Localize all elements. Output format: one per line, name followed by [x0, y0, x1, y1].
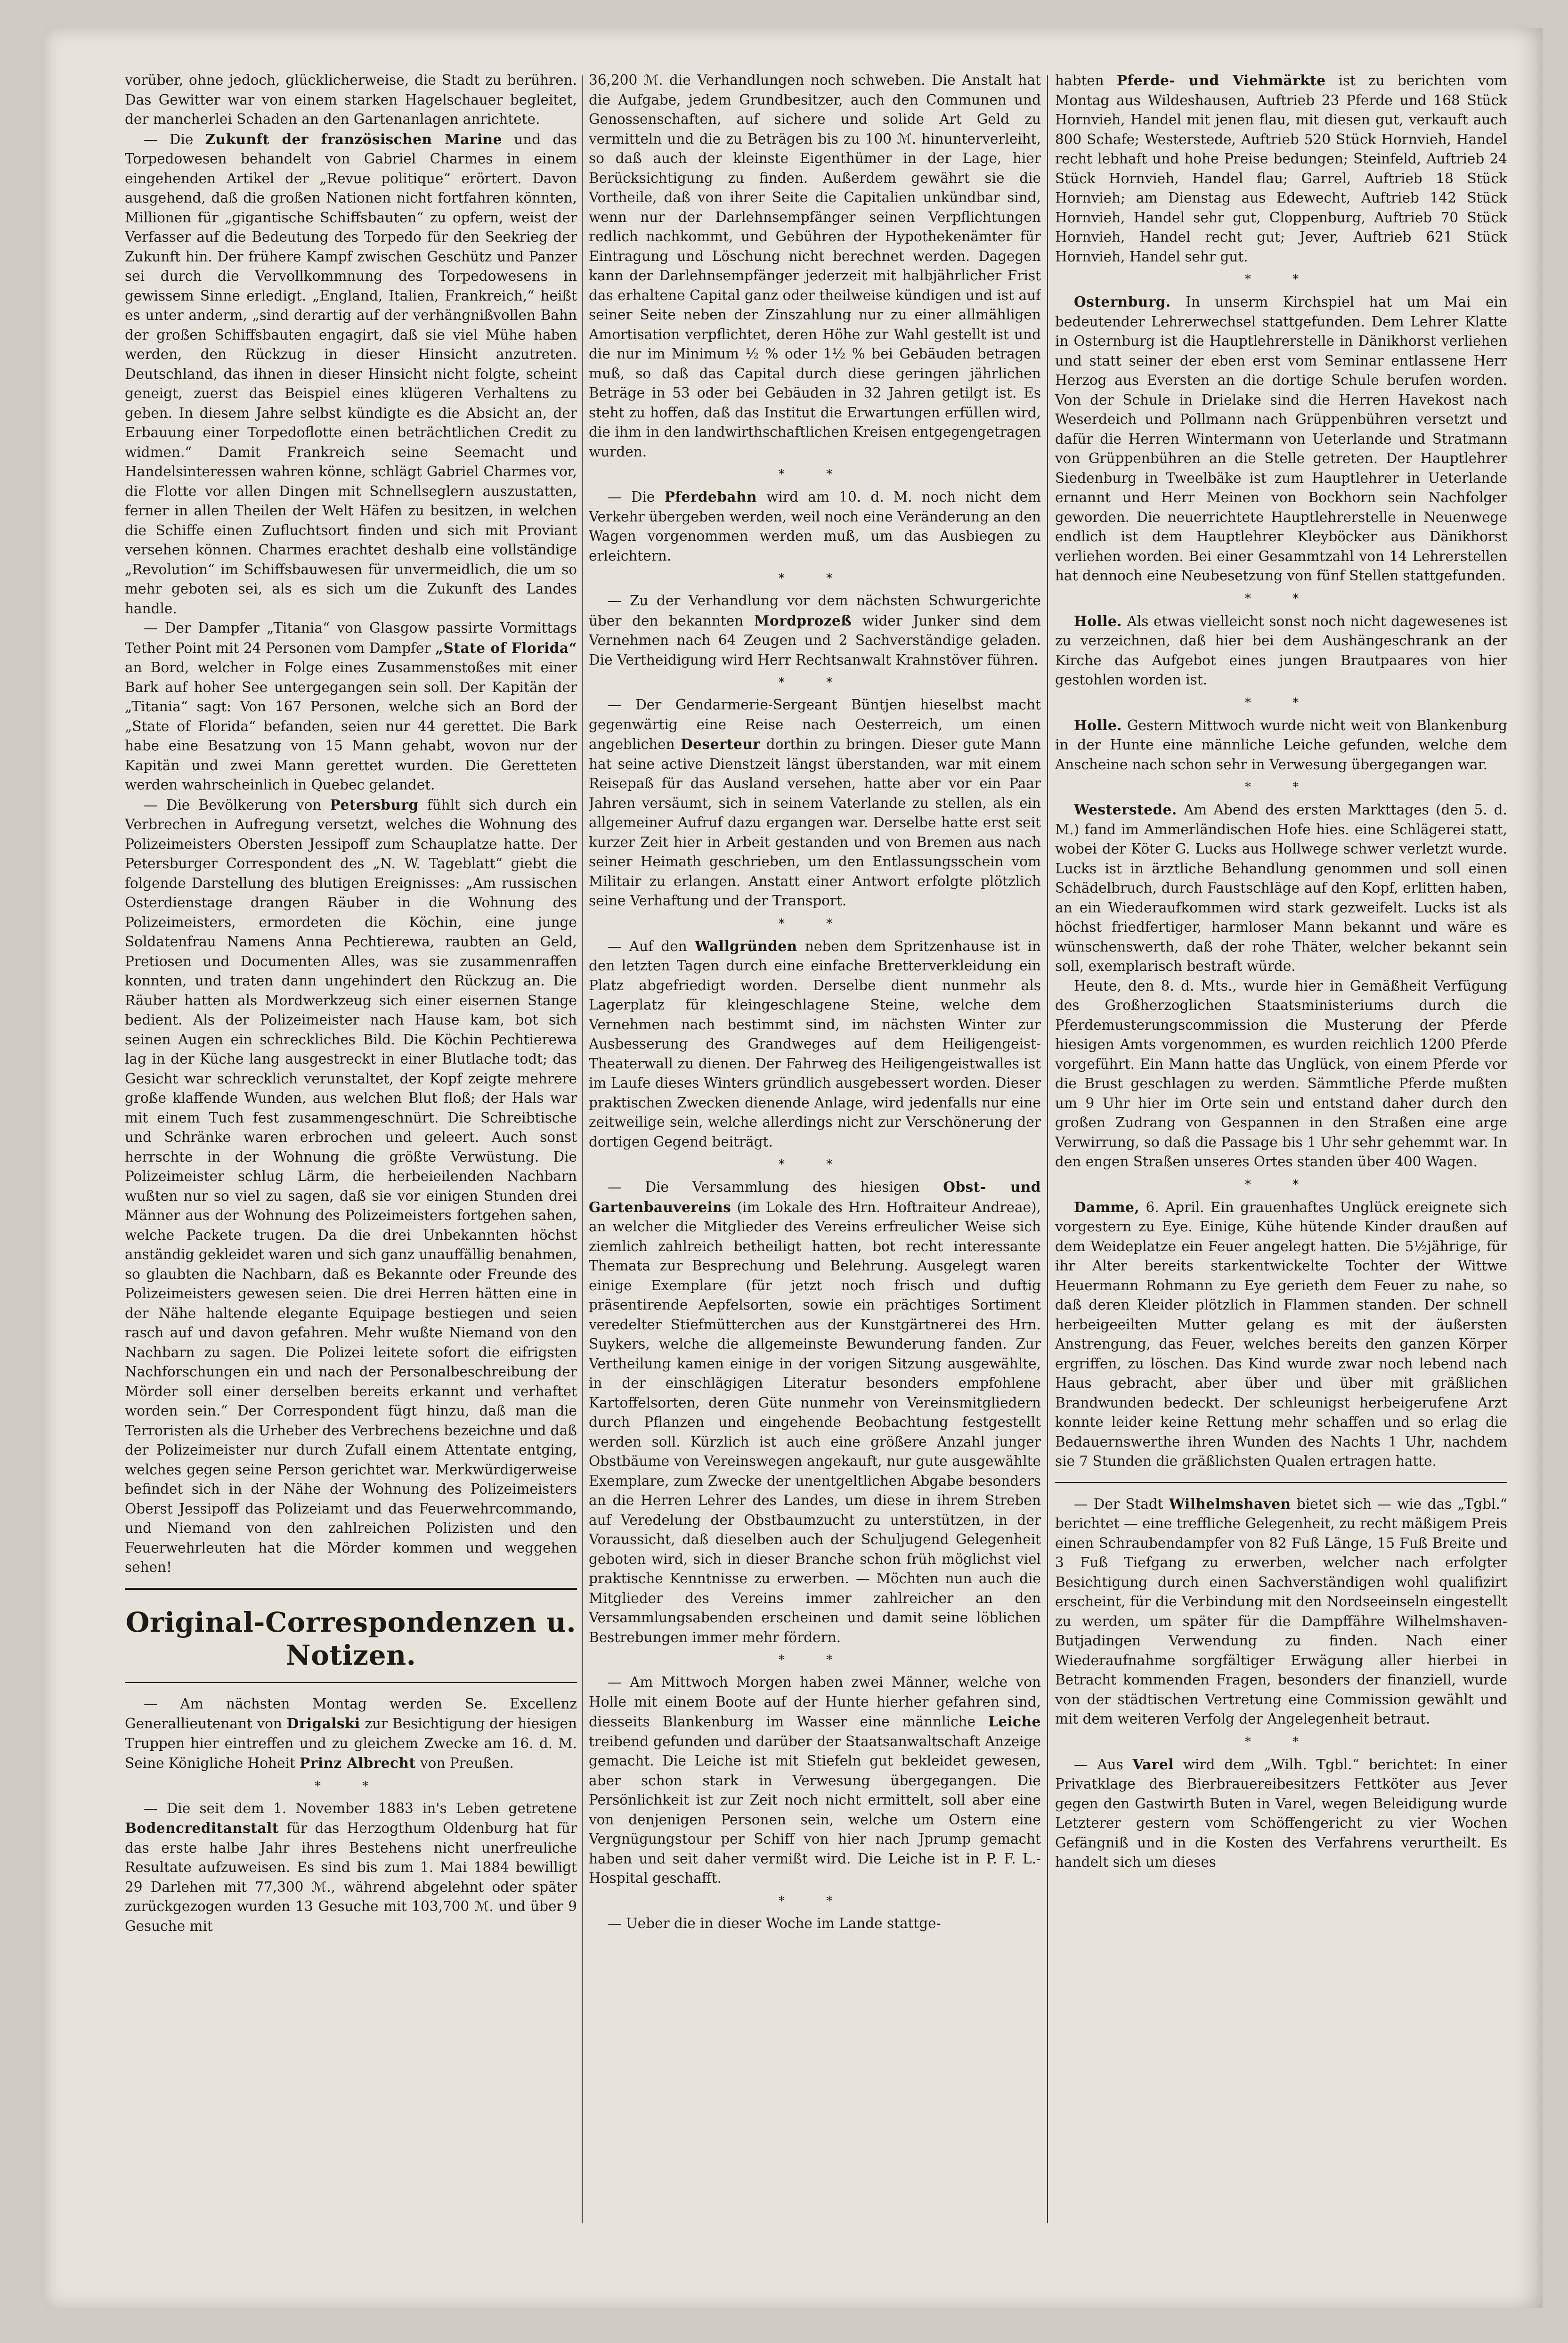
separator-stars: * * — [314, 1779, 388, 1793]
paragraph-westerstede: Westerstede. Am Abend des ersten Markttages (den 5. d. M.) fand im Ammerländischen Hofe hies. eine Schlägerei statt, wobei der Köter G. Lucks aus Hollwege schwer verletzt wurde. Lucks ist in ärztliche Behandlung genommen und soll einen Schädelbruch, durch Faustschläge auf den Kopf, erlitten haben, an ein Wiederaufkommen wird stark gezweifelt. Lucks ist als höchst friedfertiger, harmloser Mann bekannt und wäre es wünschenswerth, daß der rohe Thäter, welcher bekannt sein soll, exemplarisch bestraft würde. — [1055, 801, 1507, 974]
paragraph-bodencredit: — Die seit dem 1. November 1883 in's Leben getretene Bodencreditanstalt für das Herzogthum Oldenburg hat für das erste halbe Jahr ihres Bestehens nicht unerfreuliche Resultate aufzuweisen. Es sind bis zum 1. Mai 1884 bewilligt 29 Darlehen mit 77,300 ℳ., während abgelehnt oder später zurückgezogen wurden 13 Gesuche mit 103,700 ℳ. und über 9 Gesuche mit — [125, 1800, 577, 1934]
column-1 — [125, 71, 577, 2237]
separator-stars: * * — [1244, 272, 1318, 286]
section-rule-thin — [1055, 1482, 1507, 1483]
paragraph-bodencredit-cont: 36,200 ℳ. die Verhandlungen noch schweben. Die Anstalt hat die Aufgabe, jedem Grundbesitzer, auch den Communen und Genossenschaften, auf sichere und solide Art Geld zu vermitteln und die zu Beträgen bis zu 100 ℳ. hinunterverleiht, so daß auch der kleinste Eigenthümer in der Lage, hier Berücksichtigung zu finden. Außerdem gewährt sie die Vortheile, daß von ihrer Seite die Capitalien unkündbar sind, wenn nur der Darlehnsempfänger seinen Verpflichtungen redlich nachkommt, und Gebühren der Hypothekenämter für Eintragung und Löschung nicht berechnet werden. Dagegen kann der Darlehnsempfänger jederzeit mit halbjährlicher Frist das erhaltene Capital ganz oder theilweise kündigen und ist auf seiner Seite neben der Zinszahlung nur zu einer allmähligen Amortisation verpflichtet, deren Höhe zur Wahl gestellt ist und die nur im Minimum ½ % oder 1½ % bei Gebäuden betragen muß, so daß das Capital durch diese geringen jährlichen Beträge in 53 oder bei Gebäuden in 32 Jahren getilgt ist. Es steht zu hoffen, daß das Institut die Erwartungen erfüllen wird, die ihm in den landwirthschaftlichen Kreisen entgegengetragen wurden. — [589, 72, 1041, 460]
separator-stars: * * — [778, 916, 852, 931]
separator-stars: * * — [1244, 780, 1318, 794]
separator-stars: * * — [1244, 1734, 1318, 1749]
paragraph-obstbauverein: — Die Versammlung des hiesigen Obst- und Gartenbauvereins (im Lokale des Hrn. Hoftraiteur Andreae), an welcher die Mitglieder des Vereins erfreulicher Weise sich ziemlich zahlreich betheiligt hatten, bot recht interessante Themata zur Besprechung und Belehrung. Ausgelegt waren einige Exemplare (für jetzt noch frisch und duftig präsentirende Aepfelsorten, sowie ein prächtiges Sortiment veredelter Stiefmütterchen aus der Kunstgärtnerei des Hrn. Suykers, welche die allgemeinste Bewunderung fanden. Zur Vertheilung kamen einige in der vorigen Sitzung ausgewählte, in der einschlägigen Literatur besonders empfohlene Kartoffelsorten, deren Güte nunmehr von Vereinsmitgliedern durch Pflanzen und eingehende Beobachtung festgestellt werden soll. Kürzlich ist auch eine größere Anzahl junger Obstbäume von Vereinswegen angekauft, nur gute ausgewählte Exemplare, zum Zwecke der unentgeltlichen Abgabe besonders an die Herren Lehrer des Landes, um diese in ihrem Streben auf Veredelung der Obstbaumzucht zu unterstützen, in der Voraussicht, daß dieselben auch der Schuljugend Gelegenheit geboten wird, sich in dieser Branche schon früh möglichst viel praktische Kenntnisse zu erwerben. — Möchten nun auch die Mitglieder des Vereins immer zahlreicher an den Versammlungsabenden erscheinen und damit seine löblichen Bestrebungen immer mehr fördern. — [589, 1179, 1041, 1645]
paragraph-petersburg: — Die Bevölkerung von Petersburg fühlt sich durch ein Verbrechen in Aufregung versetzt, welches die Wohnung des Polizeimeisters Obersten Jessipoff zum Schauplatze hatte. Der Petersburger Correspondent des „N. W. Tageblatt“ giebt die folgende Darstellung des blutigen Ereignisses: „Am russischen Osterdienstage drangen Räuber in die Wohnung des Polizeimeisters, ermordeten die Köchin, eine junge Soldatenfrau Namens Anna Pechtierewa, raubten an Geld, Pretiosen und Documenten Alles, was sie zusammenraffen konnten, und traten dann ungehindert den Rückzug an. Die Räuber hatten als Mordwerkzeug sich einer eisernen Stange bedient. Als der Polizeimeister nach Hause kam, bot sich seinen Augen ein schreckliches Bild. Die Köchin Pechtierewa lag in der Küche lang ausgestreckt in einer Blutlache todt; das Gesicht war schrecklich verunstaltet, der Kopf zeigte mehrere große klaffende Wunden, aus welchen Blut floß; der Hals war mit einem Tuch fest zusammengeschnürt. Die Schreibtische und Schränke waren erbrochen und geleert. Auch sonst herrschte in der Wohnung die größte Verwüstung. Die Polizeimeister schlug Lärm, die herbeieilenden Nachbarn wußten nur so viel zu sagen, daß sie vor einigen Stunden drei Männer aus der Wohnung des Polizeimeisters fortgehen sahen, welche Packete trugen. Da die drei Unbekannten höchst anständig gekleidet waren und sich ganz unauffällig benahmen, so glaubten die Nachbarn, daß es Bekannte oder Freunde des Polizeimeisters gewesen seien. Die drei Herren hätten eine in der Nähe haltende elegante Equipage bestiegen und seien rasch auf und davon gefahren. Mehr wußte Niemand von den Nachbarn zu sagen. Die Polizei leitete sofort die eifrigsten Nachforschungen ein und nach der Personalbeschreibung der Mörder soll einer derselben bereits erkannt und verhaftet worden sein.“ Der Correspondent fügt hinzu, daß man die Terroristen als die Urheber des Verbrechens bezeichne und daß der Polizeimeister nur durch Zufall einem Attentate entging, welches gegen seine Person gerichtet war. Merkwürdigerweise befindet sich in der Nähe der Wohnung des Polizeimeisters Oberst Jessipoff das Polizeiamt und das Feuerwehrcommando, und Niemand von den zahlreichen Polizisten und den Feuerwehrleuten hat die Mörder kommen und weggehen sehen! — [125, 796, 577, 1575]
separator-stars: * * — [1244, 591, 1318, 606]
separator-stars: * * — [778, 1894, 852, 1908]
paragraph-holle-1: Holle. Als etwas vielleicht sonst noch nicht dagewesenes ist zu verzeichnen, daß hier bei dem Aushängeschrank an der Kirche das Aufgebot eines jungen Brautpaares von hier gestohlen worden ist. — [1055, 612, 1507, 688]
paragraph-mordprozess: — Zu der Verhandlung vor dem nächsten Schwurgerichte über den bekannten Mordprozeß wider Junker sind dem Vernehmen nach 64 Zeugen und 2 Sachverständige geladen. Die Vertheidigung wird Herr Rechtsanwalt Krahnstöver führen. — [589, 593, 1041, 668]
paragraph-leiche: — Am Mittwoch Morgen haben zwei Männer, welche von Holle mit einem Boote auf der Hunte hierher gefahren sind, diesseits Blankenburg im Wasser eine männliche Leiche treibend gefunden und darüber der Staatsanwaltschaft Anzeige gemacht. Die Leiche ist mit Stiefeln gut bekleidet gewesen, aber schon stark in Verwesung übergegangen. Die Persönlichkeit ist zur Zeit noch nicht ermittelt, soll aber eine von denjenigen Personen sein, welche um Ostern eine Vergnügungstour per Schiff von hier nach Jprump gemacht haben und seit daher vermißt wird. Die Leiche ist in P. F. L.-Hospital geschafft. — [589, 1674, 1041, 1886]
separator-stars: * * — [778, 571, 852, 586]
column-rule-right — [1047, 75, 1048, 2223]
paragraph-viehmaerkte: habten Pferde- und Viehmärkte ist zu berichten vom Montag aus Wildeshausen, Auftrieb 23 Pferde und 168 Stück Hornvieh, Handel mit jenen flau, mit diesen gut, verkauft auch 800 Schafe; Westerstede, Auftrieb 520 Stück Hornvieh, Handel recht lebhaft und hohe Preise bedungen; Steinfeld, Auftrieb 24 Stück Hornvieh, Handel flau; Garrel, Auftrieb 18 Stück Hornvieh; am Dienstag aus Edewecht, Auftrieb 142 Stück Hornvieh, Handel sehr gut, Cloppenburg, Auftrieb 70 Stück Hornvieh, Handel recht gut; Jever, Auftrieb 621 Stück Hornvieh, Handel sehr gut. — [1055, 72, 1507, 265]
paragraph-drigalski: — Am nächsten Montag werden Se. Excellenz Generallieutenant von Drigalski zur Besichtigung der hiesigen Truppen hier eintreffen und zu gleichem Zwecke am 16. d. M. Seine Königliche Hoheit Prinz Albrecht von Preußen. — [125, 1695, 577, 1771]
column-rule-left — [582, 75, 583, 2223]
section-heading: Original-Correspondenzen u. Notizen. — [125, 1606, 577, 1671]
paragraph-wilhelmshaven: — Der Stadt Wilhelmshaven bietet sich — wie das „Tgbl.“ berichtet — eine treffliche Gelegenheit, zu recht mäßigem Preis einen Schraubendampfer von 82 Fuß Länge, 15 Fuß Breite und 3 Fuß Tiefgang zu erwerben, welcher nach erfolgter Besichtigung durch einen Sachverständigen wohl qualifizirt erscheint, für die Verbindung mit den Nordseeinseln eingestellt zu werden, um später für die Dampffähre Wilhelmshaven-Butjadingen Verwendung zu finden. Nach einer Wiederaufnahme sorgfältiger Erwägung aller hierbei in Betracht kommenden Fragen, besonders der finanziell, wurde von der städtischen Vertretung eine Commission gewählt und mit dem weiteren Verfolg der Angelegenheit betraut. — [1055, 1495, 1507, 1727]
newspaper-page — [45, 28, 1543, 2308]
paragraph-titania: — Der Dampfer „Titania“ von Glasgow passirte Vormittags Tether Point mit 24 Personen vom Dampfer „State of Florida“ an Bord, welcher in Folge eines Zusammenstoßes mit einer Bark auf hoher See untergegangen sein soll. Der Kapitän der „Titania“ sagt: Von 167 Personen, welche sich an Bord der „State of Florida“ befanden, seien nur 44 gerettet. Die Bark habe eine Besatzung von 15 Mann gehabt, wovon nur der Kapitän und zwei Mann gerettet wurden. Die Geretteten werden wahrscheinlich in Quebec gelandet. — [125, 620, 577, 793]
paragraph-maerkte-lead: — Ueber die in dieser Woche im Lande stattge- — [608, 1915, 941, 1931]
paragraph-damme: Damme, 6. April. Ein grauenhaftes Unglück ereignete sich vorgestern zu Eye. Einige, Kühe hütende Kinder draußen auf dem Weideplatze ein Feuer angelegt hatten. Die 5½jährige, für ihr Alter bereits starkentwickelte Tochter der Wittwe Heuermann Rohmann zu Eye gerieth dem Feuer zu nahe, so daß deren Kleider plötzlich in Flammen standen. Der schnell herbeigeeilten Mutter gelang es mit der äußersten Anstrengung, das Feuer, welches bereits den ganzen Körper ergriffen, zu löschen. Das Kind wurde zwar noch lebend nach Haus gebracht, aber über und über mit gräßlichen Brandwunden bedeckt. Der schleunigst herbeigerufene Arzt konnte leider keine Rettung mehr schaffen und so erlag die Bedauernswerthe ihren Wunden des Nachts 1 Uhr, nachdem sie 7 Stunden die gräßlichsten Qualen ertragen hatte. — [1055, 1198, 1507, 1469]
separator-stars: * * — [1244, 1177, 1318, 1192]
section-rule — [125, 1588, 577, 1590]
separator-stars: * * — [778, 1157, 852, 1172]
separator-stars: * * — [778, 675, 852, 690]
paragraph-varel: — Aus Varel wird dem „Wilh. Tgbl.“ berichtet: In einer Privatklage des Bierbrauereibesitzers Fettköter aus Jever gegen den Gastwirth Buten in Varel, wegen Beleidigung wurde Letzterer gestern vom Schöffengericht zu vier Wochen Gefängniß und in die Kosten des Verfahrens verurtheilt. Es handelt sich um dieses — [1055, 1756, 1507, 1870]
paragraph-deserteur: — Der Gendarmerie-Sergeant Büntjen hieselbst macht gegenwärtig eine Reise nach Oesterreich, um einen angeblichen Deserteur dorthin zu bringen. Dieser gute Mann hat seine active Dienstzeit längst überstanden, war mit einem Reisepaß für das Ausland versehen, hatte aber vor ein Paar Jahren versäumt, sich in seinem Vaterlande zu stellen, als ein allgemeiner Aufruf dazu ergangen war. Derselbe hatte erst seit kurzer Zeit hier in Arbeit gestanden und von Bremen aus nach seiner Heimath geschrieben, um den Entlassungsschein vom Militair zu erlangen. Anstatt einer Antwort erfolgte plötzlich seine Verhaftung und der Transport. — [589, 697, 1041, 909]
column-2 — [589, 71, 1041, 2237]
section-rule-thin — [125, 1682, 577, 1683]
separator-stars: * * — [778, 467, 852, 481]
paragraph-holle-2: Holle. Gestern Mittwoch wurde nicht weit von Blankenburg in der Hunte eine männliche Leiche gefunden, welche dem Anscheine nach schon sehr in Verwesung übergegangen war. — [1055, 716, 1507, 773]
page-edge-shadow — [1514, 28, 1543, 2308]
paragraph-musterung: Heute, den 8. d. Mts., wurde hier in Gemäßheit Verfügung des Großherzoglichen Staatsministeriums durch die Pferdemusterungscommission die Musterung der Pferde hiesigen Amts vorgenommen, es wurden reichlich 1200 Pferde vorgeführt. Ein Mann hatte das Unglück, von einem Pferde vor die Brust geschlagen zu werden. Sämmtliche Pferde mußten um 9 Uhr hier im Orte sein und entstand daher durch den großen Zudrang von Gespannen in den Straßen eine arge Verwirrung, so daß die Passage bis 1 Uhr sehr gehemmt war. In den engen Straßen unseres Ortes standen über 400 Wagen. — [1055, 977, 1507, 1170]
separator-stars: * * — [778, 1653, 852, 1667]
paragraph-pferdebahn: — Die Pferdebahn wird am 10. d. M. noch nicht dem Verkehr übergeben werden, weil noch eine Veränderung an den Wagen vorgenommen werden muß, um das Ausbiegen zu erleichtern. — [589, 488, 1041, 564]
paragraph-storm: vorüber, ohne jedoch, glücklicherweise, die Stadt zu berühren. Das Gewitter war von einem starken Hagelschauer begleitet, der mancherlei Schaden an den Gartenanlagen anrichtete. — [125, 72, 577, 127]
column-3 — [1055, 71, 1507, 2237]
paragraph-marine: — Die Zukunft der französischen Marine und das Torpedowesen behandelt von Gabriel Charmes in einem eingehenden Artikel der „Revue politique“ erörtert. Davon ausgehend, daß die großen Nationen nicht fortfahren könnten, Millionen für „gigantische Schiffsbauten“ zu opfern, weist der Verfasser auf die Bedeutung des Torpedo für den Seekrieg der Zukunft hin. Der frühere Kampf zwischen Geschütz und Panzer sei durch die Vervollkommnung des Torpedowesens in gewissem Sinne erledigt. „England, Italien, Frankreich,“ heißt es unter anderm, „sind derartig auf der verhängnißvollen Bahn der großen Schiffsbauten engagirt, daß sie viel Mühe haben werden, den Rückzug in dieser Hinsicht anzutreten. Deutschland, das ihnen in dieser Hinsicht nicht folgte, scheint geneigt, zuerst das Beispiel eines klügeren Verhaltens zu geben. In diesem Jahre selbst kündigte es die Absicht an, der Erbauung einer Torpedoflotte einen beträchtlichen Credit zu widmen.“ Damit Frankreich seine Seemacht und Handelsinteressen wahren könne, schlägt Gabriel Charmes vor, die Flotte vor allen Dingen mit Schnellseglern auszustatten, ferner in allen Theilen der Welt Häfen zu besitzen, in welchen die Schiffe einen Zufluchtsort finden und sich mit Proviant versehen können. Charmes erachtet deshalb eine vollständige „Revolution“ im Schiffsbauwesen für unvermeidlich, die um so mehr geboten sei, als es sich um die Zukunft des Landes handle. — [125, 130, 577, 617]
paragraph-osternburg: Osternburg. In unserm Kirchspiel hat um Mai ein bedeutender Lehrerwechsel stattgefunden. Dem Lehrer Klatte in Osternburg ist die Hauptlehrerstelle in Dänikhorst verliehen und statt seiner der eben erst vom Seminar entlassene Herr Herzog aus Eversten an die dortige Schule berufen worden. Von der Schule in Drielake sind die Herren Havekost nach Weserdeich und Pollmann nach Grüppenbühren versetzt und dafür die Herren Wintermann von Ueterlande und Stratmann von Grüppenbühren an die Stelle getreten. Der Hauptlehrer Siedenburg in Tweelbäke ist zum Hauptlehrer in Ueterlande ernannt und Herr Meinen von Bockhorn sein Nachfolger geworden. Die neuerrichtete Hauptlehrerstelle in Neuenwege endlich ist dem Hauptlehrer Kleyböcker aus Dänikhorst verliehen worden. Bei einer Gesammtzahl von 14 Lehrerstellen hat dennoch eine Neubesetzung von fünf Stellen stattgefunden. — [1055, 293, 1507, 584]
paragraph-wallgruenden: — Auf den Wallgründen neben dem Spritzenhause ist in den letzten Tagen durch eine einfache Bretterverkleidung ein Platz abgefriedigt worden. Derselbe dient nunmehr als Lagerplatz für kleingeschlagene Steine, welche dem Vernehmen nach bestimmt sind, im nächsten Winter zur Ausbesserung des Grandweges auf dem Heiligengeist-Theaterwall zu dienen. Der Fahrweg des Heiligengeistwalles ist im Laufe dieses Winters gründlich ausgebessert worden. Dieser praktischen Zwecken dienende Anlage, wird jedenfalls nur eine zeitweilige sein, welche allerdings nicht zur Verschönerung der dortigen Gegend beiträgt. — [589, 937, 1041, 1150]
separator-stars: * * — [1244, 695, 1318, 710]
